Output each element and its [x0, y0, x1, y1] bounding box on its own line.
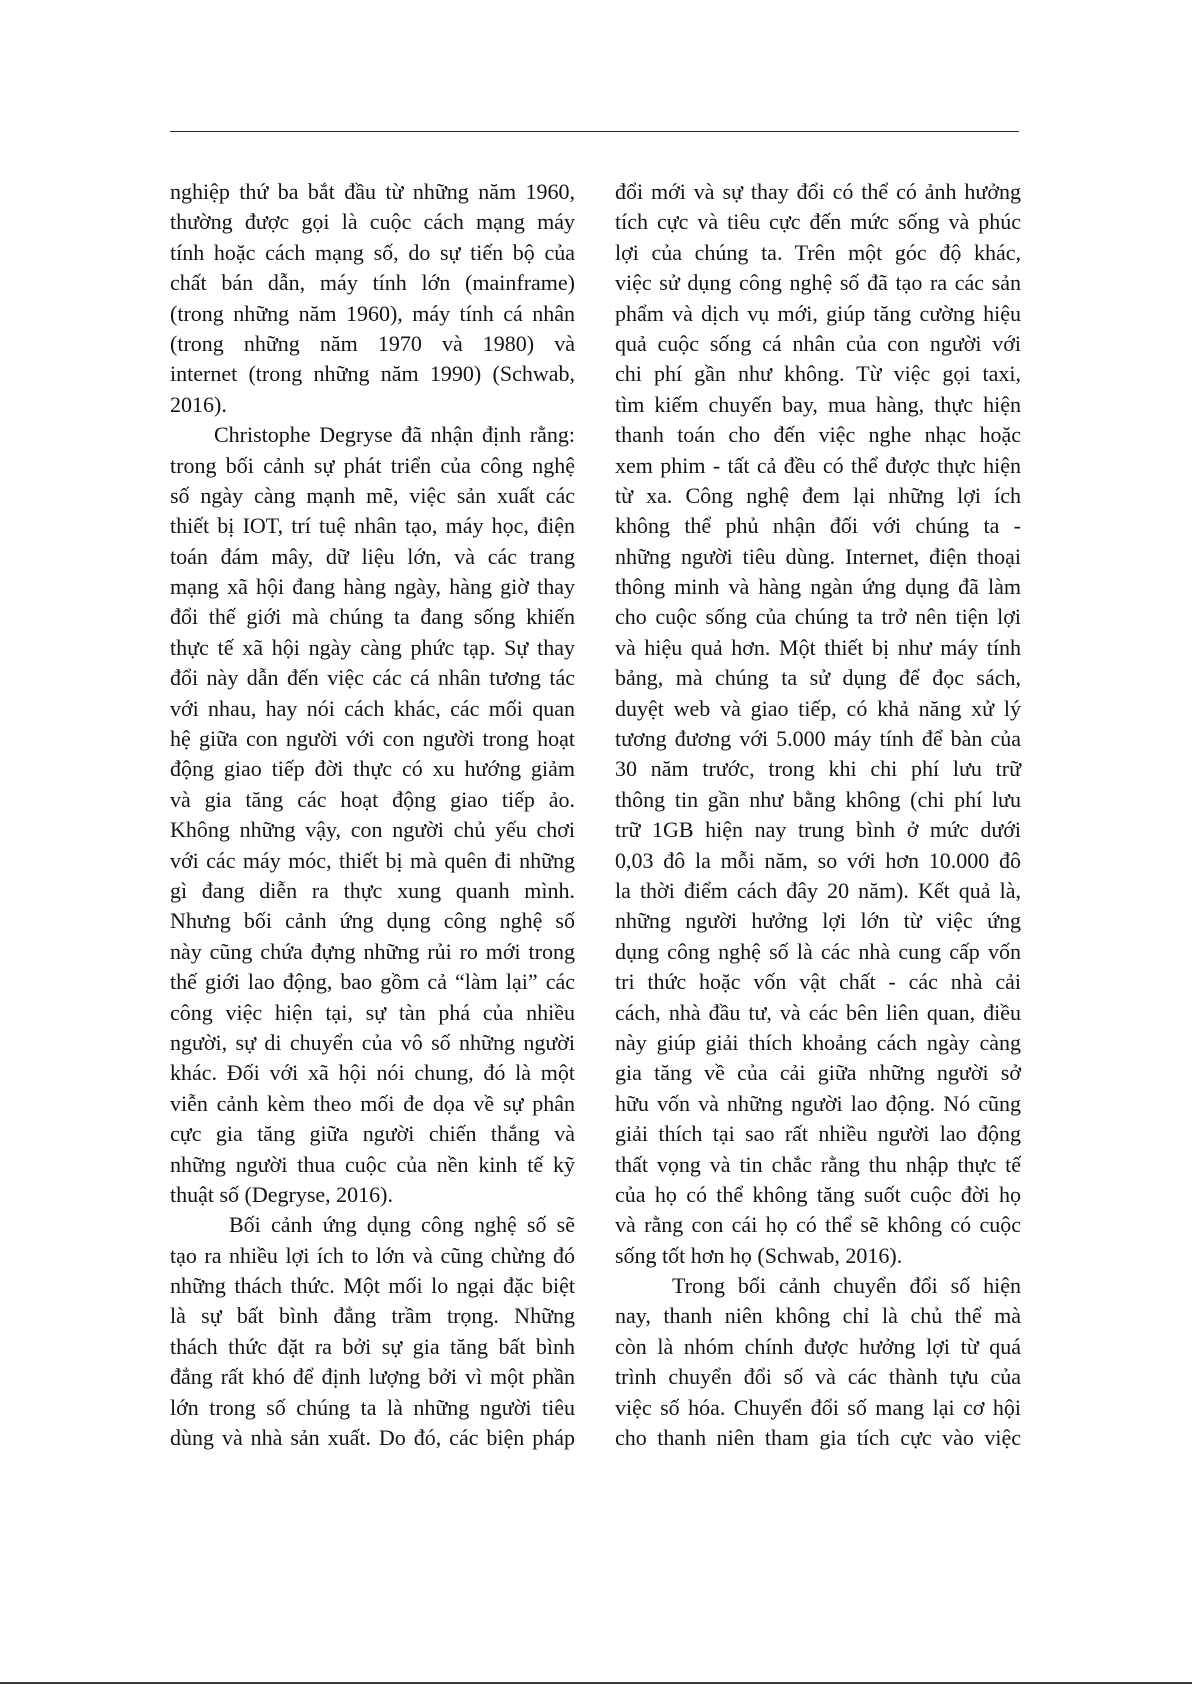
text-line-content: viễn cảnh kèm theo mối đe dọa về sự phân — [170, 1090, 575, 1116]
text-line-content: đổi này dẫn đến việc các cá nhân tương tác — [170, 665, 575, 691]
text-line-content: thông minh và hàng ngàn ứng dụng đã làm — [615, 574, 1021, 600]
paragraph-continued — [170, 177, 575, 420]
text-line-content: lớn trong số chúng ta là những người tiêu — [170, 1394, 575, 1420]
header-rule — [170, 131, 1019, 132]
text-line-content: và rằng con cái họ có thể sẽ không có cuộc — [615, 1212, 1021, 1238]
text-line-content: duyệt web và giao tiếp, có khả năng xử lý — [615, 695, 1021, 721]
text-line-content: tạo ra nhiều lợi ích to lớn và cũng chừng đó — [170, 1242, 575, 1268]
text-line-content: nay, thanh niên không chỉ là chủ thể mà — [615, 1303, 1021, 1329]
text-line-content: dụng công nghệ số là các nhà cung cấp vốn — [615, 938, 1021, 964]
text-line-content: la thời điểm cách đây 20 năm). Kết quả là, — [615, 877, 1021, 903]
text-line-content: sống tốt hơn họ (Schwab, 2016). — [615, 1242, 903, 1268]
text-line — [170, 1362, 575, 1392]
text-line — [170, 967, 575, 997]
left-column — [170, 177, 575, 1453]
text-line-content: trình chuyển đổi số và các thành tựu của — [615, 1364, 1021, 1390]
text-line-content: 2016). — [170, 391, 227, 417]
text-line — [170, 420, 575, 450]
text-line-content: và gia tăng các hoạt động giao tiếp ảo. — [170, 786, 575, 812]
text-line — [170, 1301, 575, 1331]
text-line — [170, 998, 575, 1028]
text-line — [615, 268, 1021, 298]
text-line-content: từ xa. Công nghệ đem lại những lợi ích — [615, 482, 1021, 508]
text-line-content: số ngày càng mạnh mẽ, việc sản xuất các — [170, 482, 575, 508]
text-line — [615, 815, 1021, 845]
text-line — [170, 663, 575, 693]
text-line — [170, 754, 575, 784]
text-line-content: cho thanh niên tham gia tích cực vào việc — [615, 1425, 1021, 1451]
text-line-content: cho cuộc sống của chúng ta trở nên tiện lợi — [615, 604, 1021, 630]
text-line-content: gia tăng về của cải giữa những người sở — [615, 1060, 1021, 1086]
text-line-content: thách thức đặt ra bởi sự gia tăng bất bình — [170, 1333, 575, 1359]
text-line — [615, 1058, 1021, 1088]
text-line-content: những thách thức. Một mối lo ngại đặc biệt — [170, 1273, 575, 1299]
text-line — [170, 572, 575, 602]
text-line-content: đẳng rất khó để định lượng bởi vì một phần — [170, 1364, 575, 1390]
text-line — [170, 1241, 575, 1271]
text-line-content: hệ giữa con người với con người trong hoạt — [170, 726, 575, 752]
text-line — [615, 754, 1021, 784]
text-line-content: giải thích tại sao rất nhiều người lao động — [615, 1121, 1021, 1147]
text-line-content: tri thức hoặc vốn vật chất - các nhà cải — [615, 969, 1021, 995]
text-line-content: thường được gọi là cuộc cách mạng máy — [170, 209, 575, 235]
text-line — [170, 785, 575, 815]
text-line-content: Bối cảnh ứng dụng công nghệ số sẽ — [229, 1212, 575, 1238]
text-line — [170, 1271, 575, 1301]
text-line — [170, 390, 575, 420]
text-line — [615, 1393, 1021, 1423]
text-line — [170, 633, 575, 663]
text-line — [615, 1362, 1021, 1392]
text-line-content: trữ 1GB hiện nay trung bình ở mức dưới — [615, 817, 1021, 843]
text-line — [615, 329, 1021, 359]
text-line — [615, 1271, 1021, 1301]
text-line-content: Christophe Degryse đã nhận định rằng: — [214, 422, 575, 448]
text-line — [615, 177, 1021, 207]
text-line — [615, 602, 1021, 632]
text-line-content: nghiệp thứ ba bắt đầu từ những năm 1960, — [170, 179, 575, 204]
text-line — [615, 207, 1021, 237]
text-line-content: phẩm và dịch vụ mới, giúp tăng cường hiệu — [615, 300, 1021, 326]
text-line-content: này giúp giải thích khoảng cách ngày càng — [615, 1029, 1021, 1055]
text-line-content: người, sự di chuyển của vô số những người — [170, 1029, 575, 1055]
text-line-content: thực tế xã hội ngày càng phức tạp. Sự thay — [170, 634, 575, 660]
text-line — [170, 1028, 575, 1058]
text-line-content: xem phim - tất cả đều có thể được thực hiện — [615, 452, 1021, 478]
text-line-content: cực gia tăng giữa người chiến thắng và — [170, 1121, 575, 1147]
text-line-content: hữu vốn và những người lao động. Nó cũng — [615, 1090, 1021, 1116]
text-line-content: thông tin gần như bằng không (chi phí lưu — [615, 786, 1021, 812]
text-line-content: thất vọng và tin chắc rằng thu nhập thực tế — [615, 1151, 1021, 1177]
text-line-content: và hiệu quả hơn. Một thiết bị như máy tính — [615, 634, 1021, 660]
text-line-content: cách, nhà đầu tư, và các bên liên quan, điều — [615, 999, 1021, 1025]
text-line — [170, 602, 575, 632]
text-line — [170, 1058, 575, 1088]
text-line-content: việc sử dụng công nghệ số đã tạo ra các sản — [615, 270, 1021, 296]
text-line-content: việc số hóa. Chuyển đổi số mang lại cơ hội — [615, 1394, 1021, 1420]
text-line-content: thuật số (Degryse, 2016). — [170, 1181, 394, 1207]
text-line — [170, 876, 575, 906]
text-line-content: (trong những năm 1960), máy tính cá nhân — [170, 300, 575, 326]
text-line — [615, 511, 1021, 541]
text-line-content: không thể phủ nhận đối với chúng ta - — [615, 513, 1021, 539]
paragraph-inequality-continued — [615, 177, 1021, 1271]
text-line-content: khác. Đối với xã hội nói chung, đó là một — [170, 1060, 575, 1086]
text-line — [170, 451, 575, 481]
text-line — [170, 542, 575, 572]
text-line-content: công việc hiện tại, sự tàn phá của nhiều — [170, 999, 575, 1025]
text-line — [170, 329, 575, 359]
text-line-content: là sự bất bình đẳng trầm trọng. Những — [170, 1303, 575, 1329]
text-line-content: 0,03 đô la mỗi năm, so với hơn 10.000 đô — [615, 847, 1021, 873]
text-line — [615, 420, 1021, 450]
text-line — [615, 998, 1021, 1028]
text-line-content: dùng và nhà sản xuất. Do đó, các biện pháp — [170, 1425, 575, 1451]
text-line — [615, 359, 1021, 389]
text-line — [615, 451, 1021, 481]
text-line — [170, 694, 575, 724]
text-line-content: lợi của chúng ta. Trên một góc độ khác, — [615, 239, 1021, 265]
text-line — [615, 967, 1021, 997]
text-line — [170, 937, 575, 967]
text-line — [615, 1150, 1021, 1180]
text-line-content: Nhưng bối cảnh ứng dụng công nghệ số — [170, 908, 575, 934]
text-line — [615, 390, 1021, 420]
text-line — [615, 1423, 1021, 1453]
text-line — [170, 1180, 575, 1210]
text-line — [615, 238, 1021, 268]
text-line-content: chất bán dẫn, máy tính lớn (mainframe) — [170, 270, 575, 296]
text-line — [615, 1089, 1021, 1119]
text-line-content: chi phí gần như không. Từ việc gọi taxi, — [615, 361, 1021, 387]
text-line — [170, 481, 575, 511]
text-line — [170, 1119, 575, 1149]
text-line — [615, 1332, 1021, 1362]
text-line — [615, 1028, 1021, 1058]
paragraph-degryse — [170, 420, 575, 1210]
text-line — [170, 724, 575, 754]
right-column — [615, 177, 1021, 1453]
text-line — [615, 1241, 1021, 1271]
text-line — [615, 299, 1021, 329]
text-line-content: động giao tiếp đời thực có xu hướng giảm — [170, 756, 575, 782]
paragraph-youth-digital-transformation — [615, 1271, 1021, 1453]
text-line-content: của họ có thể không tăng suốt cuộc đời họ — [615, 1181, 1021, 1207]
text-line — [615, 481, 1021, 511]
text-line — [170, 238, 575, 268]
text-line-content: mạng xã hội đang hàng ngày, hàng giờ thay — [170, 574, 575, 600]
text-line-content: Trong bối cảnh chuyển đổi số hiện — [672, 1273, 1021, 1299]
text-line-content: những người thua cuộc của nền kinh tế kỹ — [170, 1151, 575, 1177]
text-line — [615, 1301, 1021, 1331]
text-line — [615, 876, 1021, 906]
text-line-content: tương đương với 5.000 máy tính để bàn của — [615, 726, 1021, 752]
text-line — [170, 1089, 575, 1119]
text-line-content: với các máy móc, thiết bị mà quên đi những — [170, 847, 575, 873]
text-line — [615, 785, 1021, 815]
text-line-content: tính hoặc cách mạng số, do sự tiến bộ của — [170, 239, 575, 265]
text-line-content: còn là nhóm chính được hưởng lợi từ quá — [615, 1333, 1021, 1359]
text-line-content: này cũng chứa đựng những rủi ro mới trong — [170, 938, 575, 964]
text-line — [615, 724, 1021, 754]
text-line-content: Không những vậy, con người chủ yếu chơi — [170, 817, 575, 843]
text-line-content: tích cực và tiêu cực đến mức sống và phúc — [615, 209, 1021, 235]
text-line-content: (trong những năm 1970 và 1980) và — [170, 330, 575, 356]
text-line — [615, 846, 1021, 876]
text-line-content: quả cuộc sống cá nhân của con người với — [615, 330, 1021, 356]
text-line-content: với nhau, hay nói cách khác, các mối quan — [170, 695, 575, 721]
text-line — [615, 1210, 1021, 1240]
text-line — [170, 177, 575, 207]
text-line — [615, 542, 1021, 572]
text-line — [170, 906, 575, 936]
text-line — [615, 572, 1021, 602]
text-line-content: trong bối cảnh sự phát triển của công nghệ — [170, 452, 575, 478]
text-line-content: tìm kiếm chuyến bay, mua hàng, thực hiện — [615, 391, 1021, 417]
text-line — [615, 1180, 1021, 1210]
text-line — [170, 299, 575, 329]
text-line — [615, 906, 1021, 936]
text-line-content: gì đang diễn ra thực xung quanh mình. — [170, 877, 575, 903]
text-line-content: đổi mới và sự thay đổi có thể có ảnh hưởng — [615, 179, 1021, 204]
text-line — [170, 359, 575, 389]
text-line-content: thanh toán cho đến việc nghe nhạc hoặc — [615, 422, 1021, 448]
paragraph-inequality — [170, 1210, 575, 1453]
text-line — [170, 207, 575, 237]
page-bottom-edge — [0, 1682, 1192, 1684]
text-line — [615, 633, 1021, 663]
text-line — [170, 511, 575, 541]
text-line — [170, 1210, 575, 1240]
text-line-content: đổi thế giới mà chúng ta đang sống khiến — [170, 604, 575, 630]
text-line-content: internet (trong những năm 1990) (Schwab, — [170, 361, 575, 387]
text-line — [615, 663, 1021, 693]
text-line — [170, 815, 575, 845]
text-line — [615, 694, 1021, 724]
text-line-content: thế giới lao động, bao gồm cả “làm lại” các — [170, 969, 575, 995]
text-line — [170, 846, 575, 876]
text-line-content: toán đám mây, dữ liệu lớn, và các trang — [170, 543, 575, 569]
text-line-content: bảng, mà chúng ta sử dụng để đọc sách, — [615, 665, 1021, 691]
text-line-content: thiết bị IOT, trí tuệ nhân tạo, máy học, điện — [170, 513, 575, 539]
text-line-content: 30 năm trước, trong khi chi phí lưu trữ — [615, 756, 1021, 782]
text-line — [170, 1332, 575, 1362]
text-line — [170, 1423, 575, 1453]
text-line-content: những người hưởng lợi lớn từ việc ứng — [615, 908, 1021, 934]
text-line-content: những người tiêu dùng. Internet, điện thoại — [615, 543, 1021, 569]
text-line — [170, 1150, 575, 1180]
text-line — [615, 937, 1021, 967]
text-line — [170, 268, 575, 298]
text-line — [615, 1119, 1021, 1149]
text-line — [170, 1393, 575, 1423]
